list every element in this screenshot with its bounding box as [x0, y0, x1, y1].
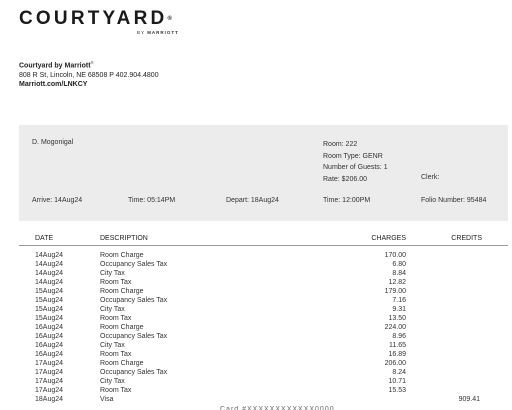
- column-header-charges: CHARGES: [371, 235, 406, 242]
- table-row: [0, 323, 512, 332]
- table-row: [0, 260, 512, 269]
- table-row: [0, 359, 512, 368]
- table-row: [0, 278, 512, 287]
- depart-date: Depart: 18Aug24: [226, 197, 279, 204]
- guest-name: D. Mogonigal: [32, 139, 74, 146]
- row-charge: 170.00: [384, 252, 406, 259]
- row-charge: 8.96: [392, 333, 406, 340]
- hotel-address: 808 R St, Lincoln, NE 68508 P 402.904.4800: [19, 71, 159, 79]
- row-charge: 6.80: [392, 261, 406, 268]
- row-description: Room Tax: [100, 315, 132, 322]
- row-date: 17Aug24: [35, 378, 64, 385]
- table-row: [0, 386, 512, 395]
- row-credit: 909.41: [458, 396, 480, 403]
- table-row: [0, 332, 512, 341]
- room-details: [323, 139, 388, 185]
- logo-brand: MARRIOTT: [147, 30, 179, 35]
- row-description: Visa: [100, 396, 114, 403]
- row-description: Room Charge: [100, 324, 144, 331]
- row-date: 15Aug24: [35, 306, 64, 313]
- row-charge: 10.71: [388, 378, 406, 385]
- row-date: 17Aug24: [35, 360, 64, 367]
- hotel-name: Courtyard by Marriott: [19, 62, 91, 70]
- row-charge: 179.00: [384, 288, 406, 295]
- logo-tagline: [137, 30, 179, 35]
- row-charge: 8.24: [392, 369, 406, 376]
- table-row: [0, 269, 512, 278]
- row-description: City Tax: [100, 342, 125, 349]
- logo-by: BY: [137, 30, 145, 35]
- room-rate: Rate: $206.00: [323, 175, 367, 183]
- row-charge: 7.16: [392, 297, 406, 304]
- arrive-date: Arrive: 14Aug24: [32, 197, 83, 204]
- table-row: [0, 314, 512, 323]
- registered-mark: ®: [90, 60, 94, 65]
- row-description: City Tax: [100, 306, 125, 313]
- room-type: Room Type: GENR: [323, 152, 383, 160]
- row-date: 15Aug24: [35, 288, 64, 295]
- row-charge: 9.31: [392, 306, 406, 313]
- row-charge: 15.53: [388, 387, 406, 394]
- row-description: Room Tax: [100, 279, 132, 286]
- guest-count: Number of Guests: 1: [323, 164, 388, 171]
- table-row: [0, 341, 512, 350]
- row-date: 16Aug24: [35, 333, 64, 340]
- row-charge: 13.50: [388, 315, 406, 322]
- row-description: Room Charge: [100, 360, 144, 367]
- row-charge: 206.00: [384, 360, 406, 367]
- row-description: Room Tax: [100, 351, 132, 358]
- arrive-time: Time: 05:14PM: [128, 197, 176, 204]
- row-description: Room Tax: [100, 387, 132, 394]
- row-date: 14Aug24: [35, 261, 64, 268]
- row-date: 17Aug24: [35, 369, 64, 376]
- row-date: 15Aug24: [35, 297, 64, 304]
- row-date: 14Aug24: [35, 252, 64, 259]
- column-header-description: DESCRIPTION: [100, 235, 148, 242]
- row-date: 18Aug24: [35, 396, 64, 403]
- table-row: [0, 377, 512, 386]
- table-row: [0, 395, 512, 404]
- folio-number: Folio Number: 95484: [421, 197, 487, 204]
- row-description: Room Charge: [100, 252, 144, 259]
- table-row: [0, 368, 512, 377]
- row-date: 16Aug24: [35, 324, 64, 331]
- row-date: 14Aug24: [35, 270, 64, 277]
- table-row: [0, 287, 512, 296]
- row-charge: 224.00: [384, 324, 406, 331]
- table-row: [0, 305, 512, 314]
- courtyard-logo: [19, 8, 179, 35]
- row-description: Occupancy Sales Tax: [100, 261, 168, 268]
- row-date: 16Aug24: [35, 342, 64, 349]
- header-divider: [19, 245, 508, 246]
- row-description: City Tax: [100, 378, 125, 385]
- card-number-text: Card #XXXXXXXXXXXX0000: [220, 406, 335, 410]
- folio-table: [0, 251, 512, 404]
- row-description: Occupancy Sales Tax: [100, 369, 168, 376]
- row-charge: 11.65: [389, 342, 406, 349]
- guest-info-panel: [19, 125, 508, 221]
- column-header-credits: CREDITS: [451, 235, 482, 242]
- room-number: Room: 222: [323, 141, 358, 148]
- table-row: [0, 350, 512, 359]
- row-description: Room Charge: [100, 288, 144, 295]
- row-date: 14Aug24: [35, 279, 64, 286]
- row-charge: 8.84: [392, 270, 406, 277]
- row-date: 16Aug24: [35, 351, 64, 358]
- column-header-date: DATE: [35, 235, 54, 242]
- row-charge: 16.89: [388, 351, 406, 358]
- hotel-info: [19, 58, 159, 90]
- depart-time: Time: 12:00PM: [323, 197, 371, 204]
- row-date: 17Aug24: [35, 387, 64, 394]
- registered-mark: ®: [167, 16, 172, 22]
- row-description: Occupancy Sales Tax: [100, 333, 168, 340]
- table-row: [0, 296, 512, 305]
- row-description: Occupancy Sales Tax: [100, 297, 168, 304]
- row-description: City Tax: [100, 270, 125, 277]
- hotel-website: Marriott.com/LNKCY: [19, 81, 88, 89]
- logo-wordmark: COURTYARD: [19, 8, 168, 29]
- table-row: [0, 251, 512, 260]
- row-date: 15Aug24: [35, 315, 64, 322]
- clerk-label: Clerk:: [421, 174, 440, 181]
- row-charge: 12.82: [388, 279, 406, 286]
